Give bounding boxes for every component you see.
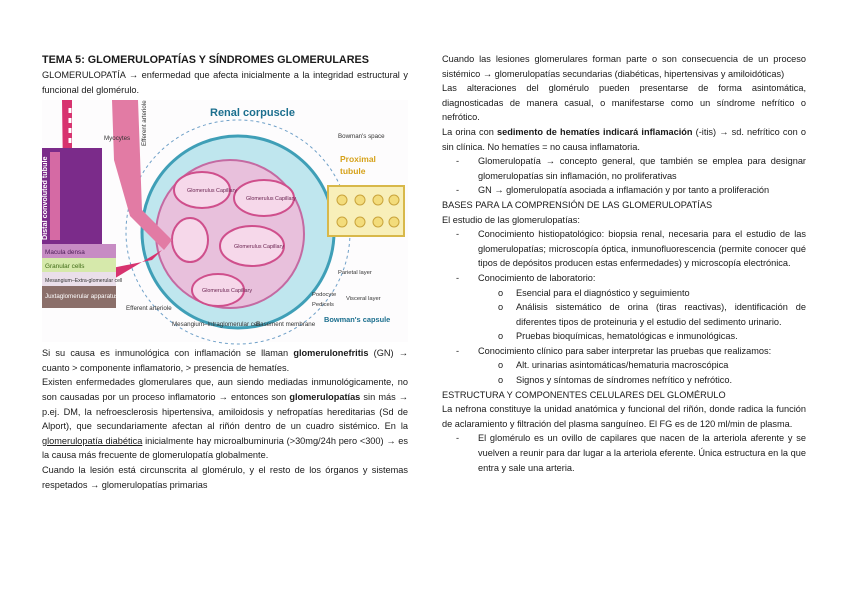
label-juxta: Juxtaglomerular apparatus xyxy=(45,293,119,301)
list-item: - Conocimiento de laboratorio: xyxy=(456,272,596,283)
label-mesangium-extra: Mesangium–Extra-glomerular cell xyxy=(45,278,123,285)
list-item: - Conocimiento histiopatológico: biopsia renal, necesaria para el estudio de las glomerulopatías; microscopía óptica, inmunofluorescencia (permite conocer qué tipos de depósitos producen estas enfermedades) y microscopía electrónica. xyxy=(456,229,806,269)
glomerulopathy-definition: GLOMERULOPATÍA → enfermedad que afecta inicialmente a la integridad estructural y funcional del glomérulo. xyxy=(42,70,408,95)
label-macula: Macula densa xyxy=(45,249,85,257)
renal-corpuscle-figure xyxy=(42,100,408,342)
label-basement: Basement membrane xyxy=(256,321,316,329)
sub-list-item: o Análisis sistemático de orina (tiras reactivas), identificación de diferentes tipos de proteinuria y el estudio del sedimento urinario. xyxy=(498,302,806,327)
label-distal: Distal convoluted tubule xyxy=(40,156,49,241)
label-myocytes: Myocytes xyxy=(104,135,131,143)
label-granular: Granular cells xyxy=(45,263,85,271)
label-efferent-bottom: Efferent arteriole xyxy=(126,305,172,313)
list-item: - El glomérulo es un ovillo de capilares que nacen de la arteriola aferente y se vuelven a reunir para dar lugar a la arteriola eferente. Única estructura en la que entra y sale una arteria. xyxy=(456,433,806,473)
paragraph-secondary: Cuando las lesiones glomerulares forman parte o son consecuencia de un proceso sistémico → glomerulopatías secundarias (diabéticas, hipertensivas y amiloidóticas) xyxy=(442,54,806,79)
sub-list-item: o Alt. urinarias asintomáticas/hematuria macroscópica xyxy=(498,360,729,371)
paragraph-primary: Cuando la lesión está circunscrita al glomérulo, y el resto de los órganos y sistemas respetados → glomerulopatías primarias xyxy=(42,464,408,490)
label-parietal: Parietal layer xyxy=(338,270,372,277)
label-mesangium-intra: Mesangium–Intraglomerular cell xyxy=(172,321,261,329)
label-capsule: Bowman's capsule xyxy=(324,315,391,325)
list-item: - GN → glomerulopatía asociada a inflamación y por tanto a proliferación xyxy=(456,185,770,196)
sub-list-item: o Pruebas bioquímicas, hematológicas e inmunológicas. xyxy=(498,331,738,342)
sub-list-item: o Esencial para el diagnóstico y seguimiento xyxy=(498,287,690,298)
label-glom-cap-4: Glomerulus Capillary xyxy=(202,288,253,295)
paragraph-presentation: Las alteraciones del glomérulo pueden presentarse de forma asintomática, diagnosticadas de manera casual, o manifestarse como un síndrome nefrítico o nefrótico. xyxy=(442,83,806,123)
paragraph-sediment: La orina con sedimento de hematíes indicará inflamación (-itis) → sd. nefrítico con o sin clínica. No hematíes = no causa inflamatoria. xyxy=(442,126,807,152)
label-glom-cap-3: Glomerulus Capillary xyxy=(234,244,285,251)
page-title: TEMA 5: GLOMERULOPATÍAS Y SÍNDROMES GLOMERULARES xyxy=(42,54,369,66)
figure-title: Renal corpuscle xyxy=(210,107,295,120)
paragraph-glomerulopathies: Existen enfermedades glomerulares que, aun siendo mediadas inmunológicamente, no son causadas por un proceso inflamatorio → entonces son glomerulopatías sin más → p.ej. DM, la nefroesclerosis hipertensiva, amiloidosis y nefropatías hereditarias (Sd de Alport), que secundariamente afectan al riñón dentro de un cuadro sistémico. En la glomerulopatía diabética inicialmente hay microalbuminuria (>30mg/24h pero <300) → es la causa más frecuente de glomerulopatía globalmente. xyxy=(42,377,409,461)
label-proximal: Proximal xyxy=(340,154,376,165)
label-pedicels: Pedicels xyxy=(312,302,334,309)
study-intro: El estudio de las glomerulopatías: xyxy=(442,214,580,225)
list-item: - Conocimiento clínico para saber interpretar las pruebas que realizamos: xyxy=(456,345,772,356)
list-item: - Glomerulopatía → concepto general, que también se emplea para designar glomerulopatías sin inflamación, no proliferativas xyxy=(456,156,806,181)
label-glom-cap-1: Glomerulus Capillary xyxy=(187,188,238,195)
left-column xyxy=(42,52,408,492)
label-tubule: tubule xyxy=(340,166,366,177)
label-podocyte: Podocyte xyxy=(312,292,337,299)
label-bowmans-space: Bowman's space xyxy=(338,133,385,141)
paragraph-glomerulonephritis: Si su causa es inmunológica con inflamación se llaman glomerulonefritis (GN) → cuanto > componente inflamatorio, > presencia de hematíes. xyxy=(42,348,408,373)
paragraph-nephron: La nefrona constituye la unidad anatómica y funcional del riñón, donde radica la función de aclaramiento y filtración del plasma sanguíneo. El FG es de 120 ml/min de plasma. xyxy=(442,404,806,429)
label-visceral: Visceral layer xyxy=(346,296,381,303)
label-glom-cap-2: Glomerulus Capillary xyxy=(246,196,297,203)
sub-list-item: o Signos y síntomas de síndromes nefrítico y nefrótico. xyxy=(498,375,733,386)
right-column xyxy=(442,52,806,475)
proximal-tubule xyxy=(328,186,404,236)
heading-bases: BASES PARA LA COMPRENSIÓN DE LAS GLOMERULOPATÍAS xyxy=(442,199,713,210)
label-efferent-top: Efferent arteriole xyxy=(141,100,148,147)
heading-structure: ESTRUCTURA Y COMPONENTES CELULARES DEL GLOMÉRULO xyxy=(442,389,726,400)
